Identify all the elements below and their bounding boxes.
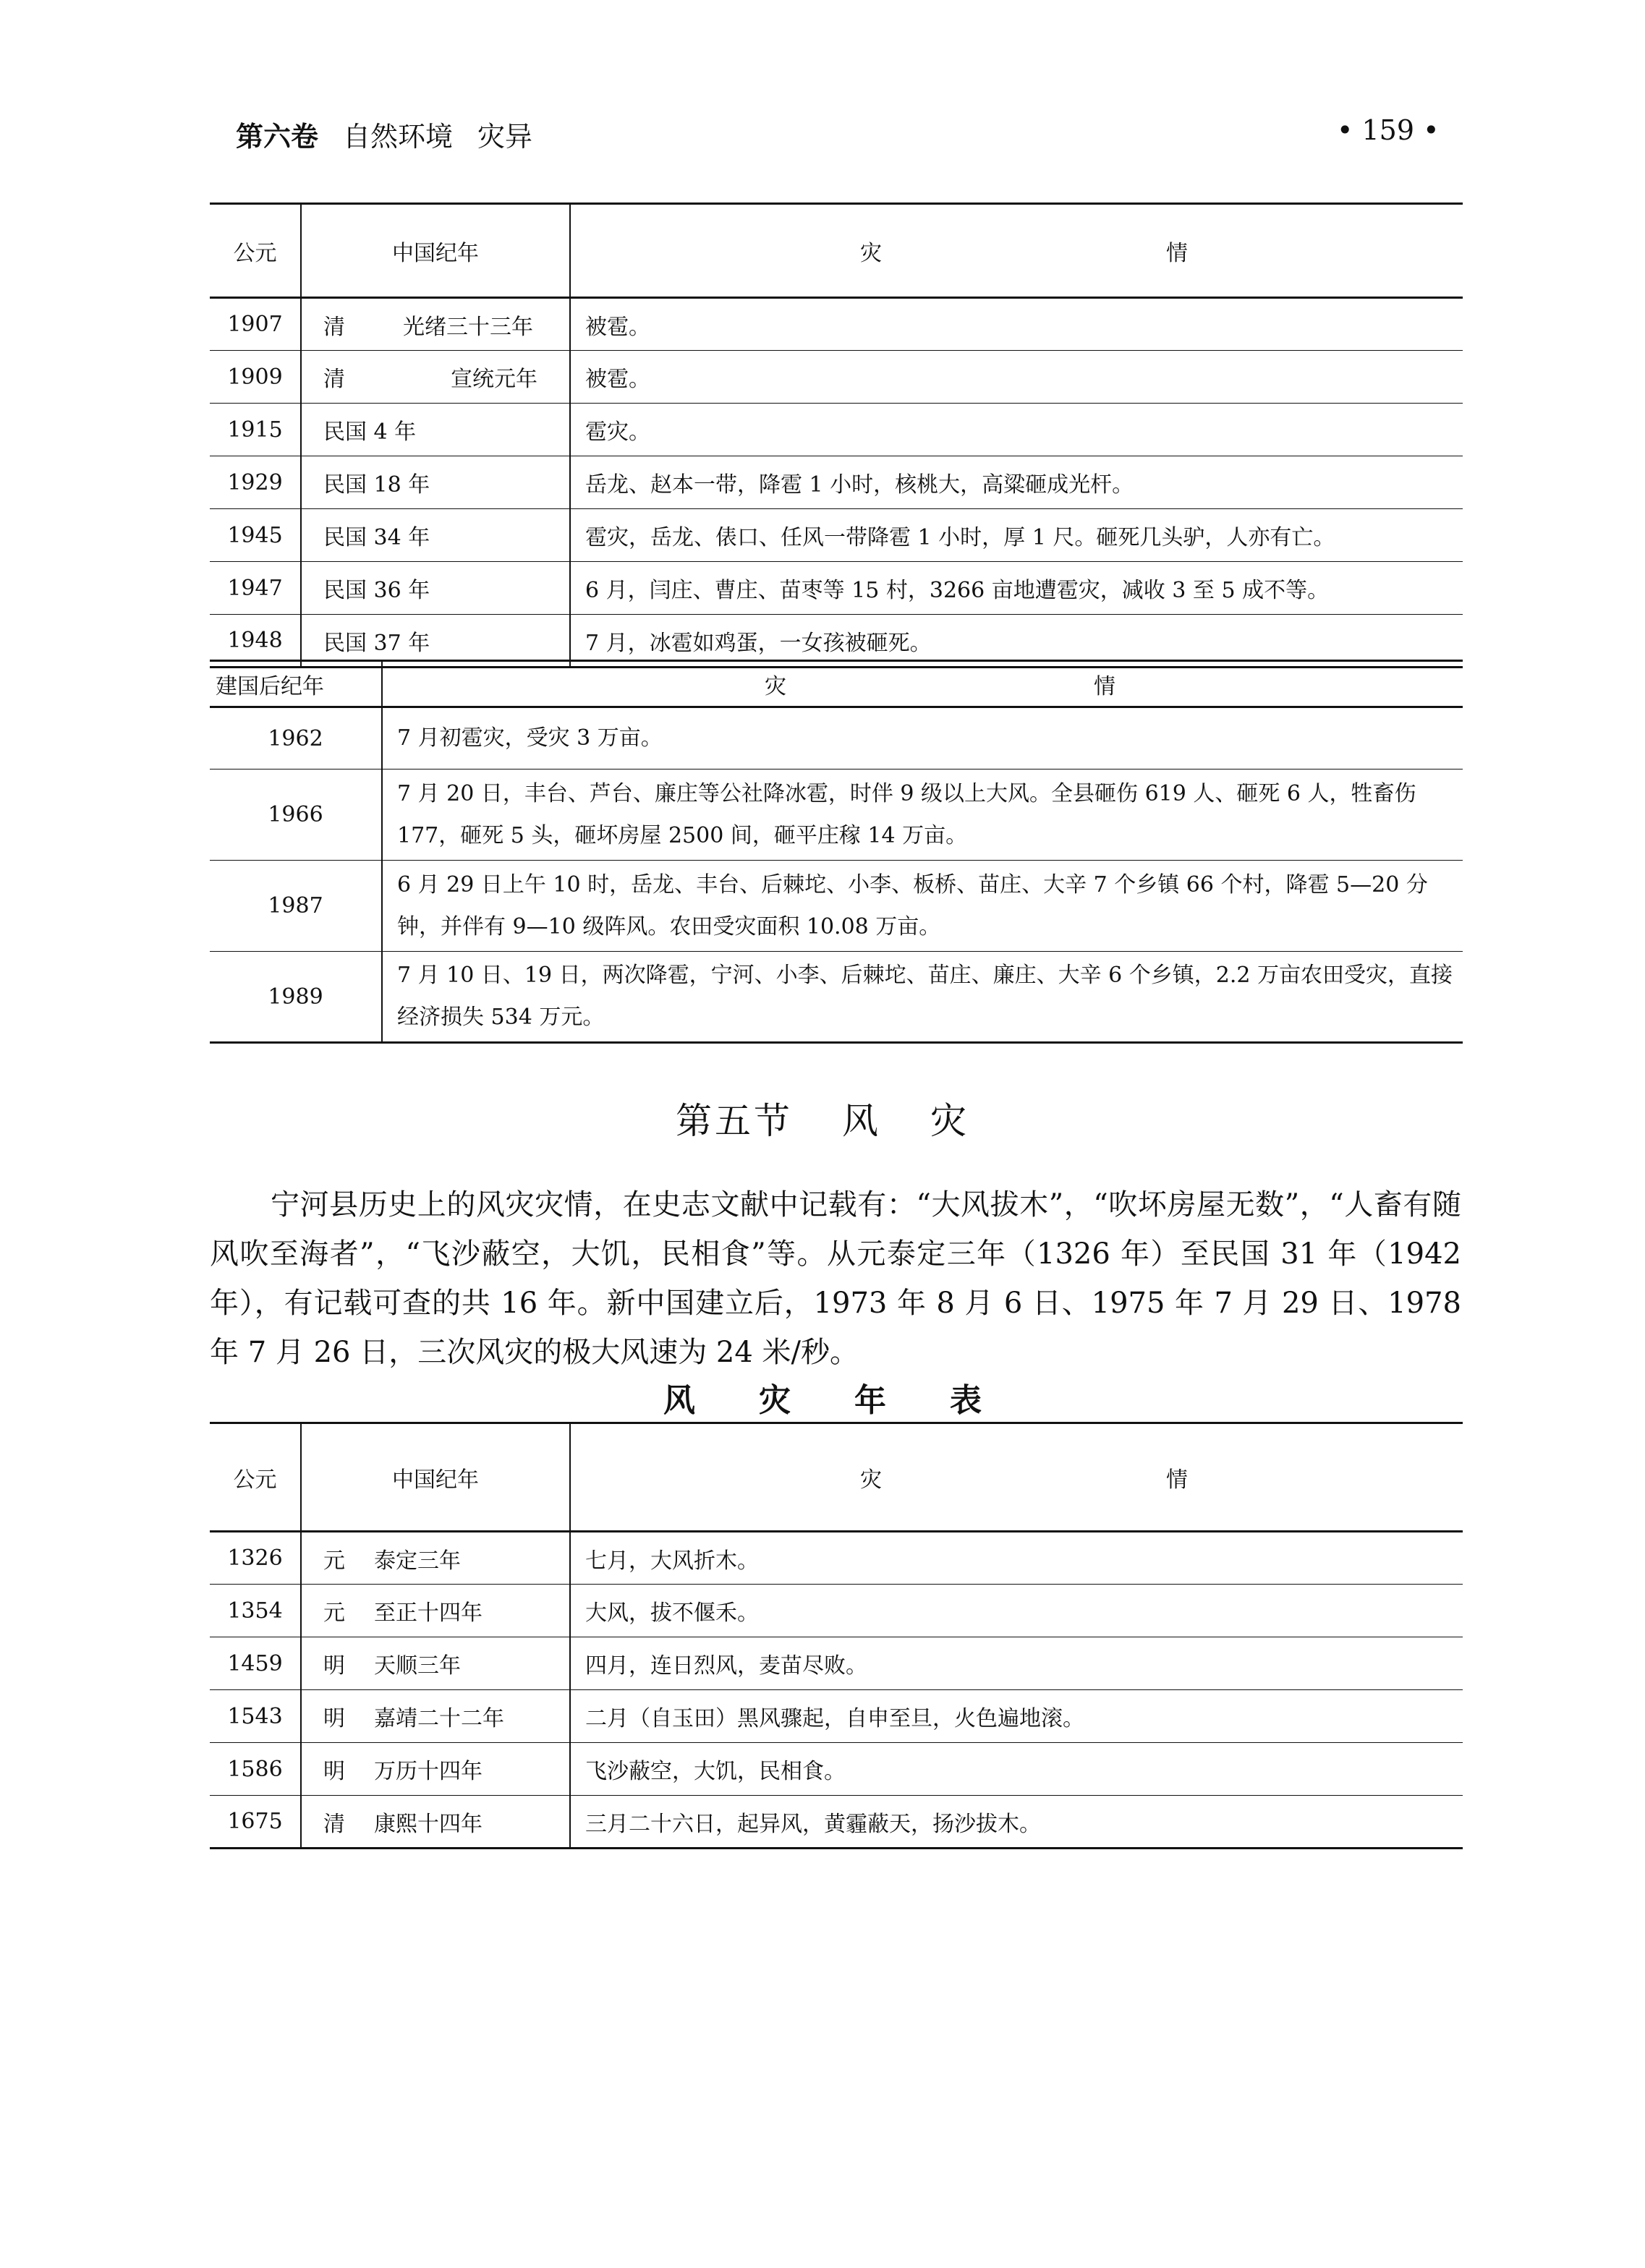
year-cell: 1947 bbox=[227, 575, 283, 601]
year-cell: 1945 bbox=[227, 522, 283, 548]
year-cell: 1586 bbox=[227, 1756, 283, 1782]
table-row bbox=[210, 509, 1463, 562]
desc-cell: 雹灾，岳龙、俵口、任风一带降雹 1 小时，厚 1 尺。砸死几头驴，人亦有亡。 bbox=[570, 509, 1463, 562]
year-cell: 1915 bbox=[227, 417, 283, 443]
desc-cell: 二月（自玉田）黑风骤起，自申至旦，火色遍地滚。 bbox=[570, 1690, 1463, 1743]
section-title-char: 风 bbox=[842, 1100, 881, 1142]
table-row bbox=[210, 562, 1463, 615]
chapter-label: 灾异 bbox=[477, 121, 533, 153]
year-cell: 1907 bbox=[227, 312, 283, 337]
desc-cell: 7 月初雹灾，受灾 3 万亩。 bbox=[382, 707, 1463, 770]
section-title bbox=[0, 1092, 1645, 1144]
desc-cell: 6 月 29 日上午 10 时，岳龙、丰台、后棘坨、小李、板桥、苗庄、大辛 7 个乡镇 66 个村，降雹 5—20 分钟，并伴有 9—10 级阵风。农田受灾面积 10.08 万亩。 bbox=[382, 861, 1463, 952]
era-cell: 清 宣统元年 bbox=[301, 351, 570, 404]
era-cell: 清 光绪三十三年 bbox=[301, 298, 570, 351]
era-cell: 明 嘉靖二十二年 bbox=[301, 1690, 570, 1743]
desc-cell: 被雹。 bbox=[570, 351, 1463, 404]
desc-cell: 7 月，冰雹如鸡蛋，一女孩被砸死。 bbox=[570, 615, 1463, 668]
volume-label: 第六卷 bbox=[236, 120, 319, 153]
desc-cell: 雹灾。 bbox=[570, 404, 1463, 456]
desc-cell: 四月，连日烈风，麦苗尽败。 bbox=[570, 1637, 1463, 1690]
table-row bbox=[210, 770, 1463, 861]
year-cell: 1326 bbox=[227, 1546, 283, 1571]
year-cell: 1966 bbox=[268, 802, 323, 827]
desc-cell: 飞沙蔽空，大饥，民相食。 bbox=[570, 1743, 1463, 1796]
header-era: 中国纪年 bbox=[301, 1423, 570, 1532]
desc-cell: 7 月 20 日，丰台、芦台、廉庄等公社降冰雹，时伴 9 级以上大风。全县砸伤 619 人、砸死 6 人，牲畜伤 177，砸死 5 头，砸坏房屋 2500 间，砸平庄稼 14 万亩。 bbox=[382, 770, 1463, 861]
era-cell: 民国 18 年 bbox=[301, 456, 570, 509]
year-cell: 1354 bbox=[227, 1598, 283, 1624]
desc-cell: 岳龙、赵本一带，降雹 1 小时，核桃大，高粱砸成光杆。 bbox=[570, 456, 1463, 509]
intro-paragraph: 宁河县历史上的风灾灾情，在史志文献中记载有：“大风拔木”，“吹坏房屋无数”，“人畜有随风吹至海者”，“飞沙蔽空，大饥，民相食”等。从元泰定三年（1326 年）至民国 31 年（1942 年），有记载可查的共 16 年。新中国建立后，1973 年 8 月 6 日、1975 年 7 月 29 日、1978 年 7 月 26 日，三次风灾的极大风速为 24 米/秒。 bbox=[210, 1188, 1461, 1369]
table-row bbox=[210, 1743, 1463, 1796]
table-row bbox=[210, 1637, 1463, 1690]
year-cell: 1543 bbox=[227, 1703, 283, 1729]
page-number: • 159 • bbox=[1337, 114, 1440, 146]
desc-cell: 6 月，闫庄、曹庄、苗枣等 15 村，3266 亩地遭雹灾，减收 3 至 5 成不等。 bbox=[570, 562, 1463, 615]
header-year: 公元 bbox=[233, 240, 277, 266]
year-cell: 1459 bbox=[227, 1650, 283, 1676]
year-cell: 1962 bbox=[268, 725, 323, 751]
section-number: 第五节 bbox=[676, 1100, 793, 1142]
hail-table-pre-1949 bbox=[210, 202, 1463, 668]
table-row bbox=[210, 1532, 1463, 1585]
year-cell: 1675 bbox=[227, 1809, 283, 1834]
era-cell: 民国 34 年 bbox=[301, 509, 570, 562]
header-year: 建国后纪年 bbox=[216, 673, 324, 699]
desc-cell: 三月二十六日，起异风，黄霾蔽天，扬沙拔木。 bbox=[570, 1796, 1463, 1849]
year-cell: 1948 bbox=[227, 628, 283, 653]
table-row bbox=[210, 351, 1463, 404]
era-cell: 明 天顺三年 bbox=[301, 1637, 570, 1690]
section-label: 自然环境 bbox=[343, 121, 454, 153]
table-row bbox=[210, 1796, 1463, 1849]
era-cell: 民国 36 年 bbox=[301, 562, 570, 615]
section-title-char: 灾 bbox=[930, 1100, 969, 1142]
desc-cell: 大风，拔不偃禾。 bbox=[570, 1585, 1463, 1637]
header-desc: 灾 情 bbox=[382, 661, 1463, 707]
header-year: 公元 bbox=[233, 1467, 277, 1493]
desc-cell: 7 月 10 日、19 日，两次降雹，宁河、小李、后棘坨、苗庄、廉庄、大辛 6 个乡镇，2.2 万亩农田受灾，直接经济损失 534 万元。 bbox=[382, 952, 1463, 1043]
table-row bbox=[210, 1585, 1463, 1637]
running-head bbox=[236, 114, 532, 154]
era-cell: 民国 37 年 bbox=[301, 615, 570, 668]
table-row bbox=[210, 1690, 1463, 1743]
table-row bbox=[210, 404, 1463, 456]
header-desc: 灾 情 bbox=[570, 204, 1463, 298]
year-cell: 1987 bbox=[268, 893, 323, 918]
table-row bbox=[210, 456, 1463, 509]
desc-cell: 七月，大风折木。 bbox=[570, 1532, 1463, 1585]
era-cell: 元 泰定三年 bbox=[301, 1532, 570, 1585]
hail-table-post-1949 bbox=[210, 660, 1463, 1044]
era-cell: 民国 4 年 bbox=[301, 404, 570, 456]
table-row bbox=[210, 952, 1463, 1043]
desc-cell: 被雹。 bbox=[570, 298, 1463, 351]
era-cell: 元 至正十四年 bbox=[301, 1585, 570, 1637]
year-cell: 1989 bbox=[268, 984, 323, 1010]
table-row bbox=[210, 298, 1463, 351]
era-cell: 明 万历十四年 bbox=[301, 1743, 570, 1796]
wind-disaster-table bbox=[210, 1422, 1463, 1849]
table-row bbox=[210, 707, 1463, 770]
era-cell: 清 康熙十四年 bbox=[301, 1796, 570, 1849]
year-cell: 1929 bbox=[227, 469, 283, 495]
table-row bbox=[210, 861, 1463, 952]
header-era: 中国纪年 bbox=[301, 204, 570, 298]
wind-table-title: 风 灾 年 表 bbox=[663, 1382, 982, 1419]
year-cell: 1909 bbox=[227, 364, 283, 390]
header-desc: 灾 情 bbox=[570, 1423, 1463, 1532]
